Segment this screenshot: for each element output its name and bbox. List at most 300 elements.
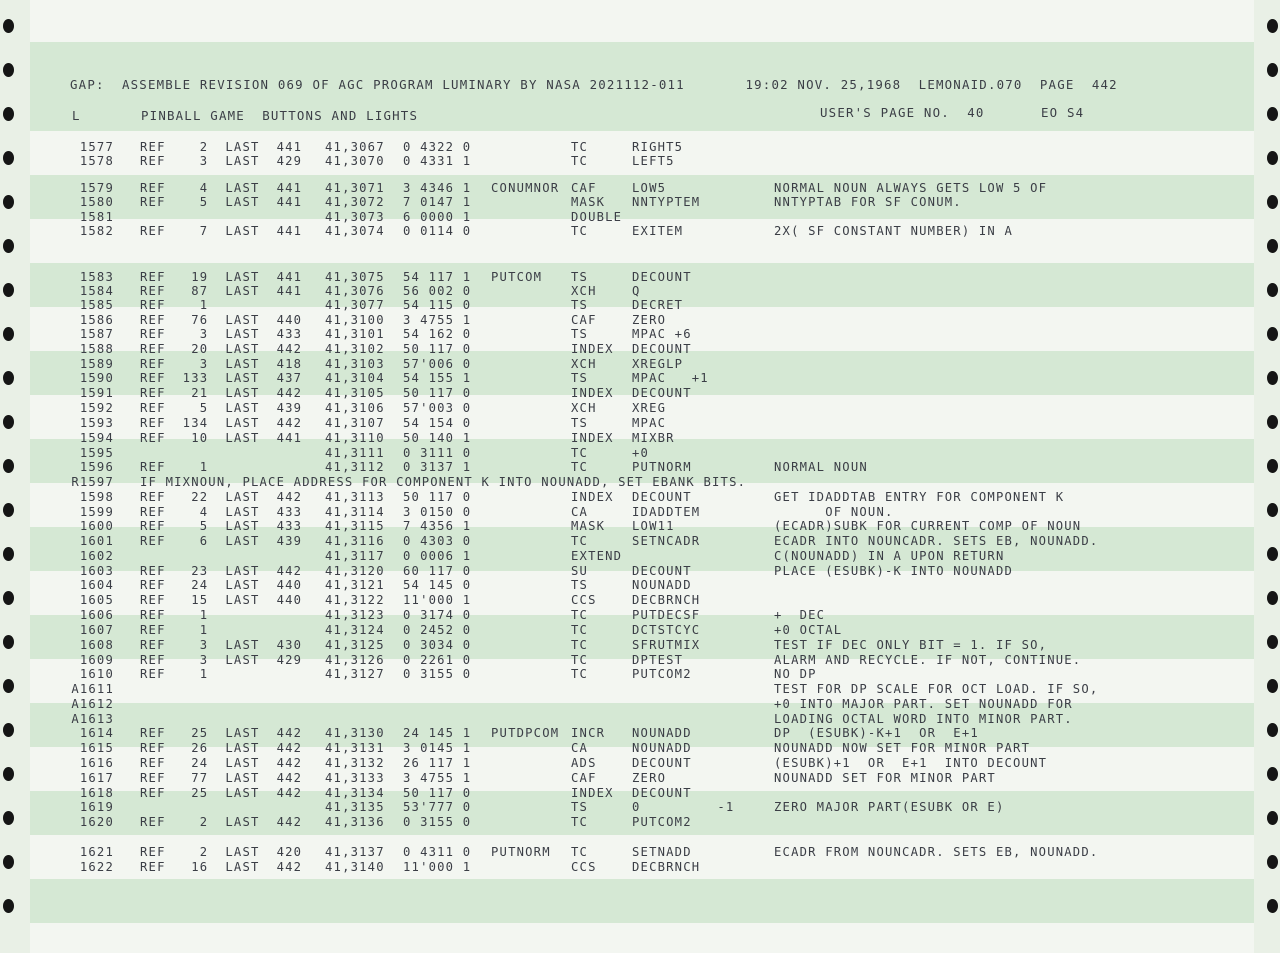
line-number: 1577 [79, 140, 114, 154]
ref-info: REF 1 [140, 460, 209, 474]
address: 41,3134 [325, 786, 385, 800]
address: 41,3136 [325, 815, 385, 829]
octal-code: 56 002 0 [403, 284, 472, 298]
address: 41,3110 [325, 431, 385, 445]
line-number: 1603 [79, 564, 114, 578]
opcode: SU [571, 564, 589, 578]
address: 41,3124 [325, 623, 385, 637]
octal-code: 11'000 1 [403, 860, 472, 874]
ref-info: REF 3 LAST 433 [140, 327, 303, 341]
ref-info: REF 19 LAST 441 [140, 270, 303, 284]
address: 41,3137 [325, 845, 385, 859]
operand: 0 -1 [632, 800, 735, 814]
octal-code: 54 115 0 [403, 298, 472, 312]
octal-code: 26 117 1 [403, 756, 472, 770]
line-number: 1591 [79, 386, 114, 400]
operand: DECOUNT [632, 386, 692, 400]
opcode: EXTEND [571, 549, 623, 563]
operand: SETNADD [632, 845, 692, 859]
operand: DECRET [632, 298, 684, 312]
operand: NOUNADD [632, 741, 692, 755]
line-number: 1602 [79, 549, 114, 563]
operand: PUTCOM2 [632, 667, 692, 681]
operand: MPAC +1 [632, 371, 709, 385]
address: 41,3120 [325, 564, 385, 578]
operand: NOUNADD [632, 726, 692, 740]
ref-info: REF 7 LAST 441 [140, 224, 303, 238]
octal-code: 54 145 0 [403, 578, 472, 592]
octal-code: 50 117 0 [403, 342, 472, 356]
column-marker: L [72, 108, 81, 123]
opcode: CAF [571, 313, 597, 327]
symbol-label: PUTCOM [491, 270, 543, 284]
ref-info: REF 3 LAST 430 [140, 638, 303, 652]
opcode: INDEX [571, 786, 614, 800]
sprocket-hole [1267, 195, 1278, 209]
operand: LEFT5 [632, 154, 675, 168]
opcode: TC [571, 534, 589, 548]
operand: MIXBR [632, 431, 675, 445]
comment: ALARM AND RECYCLE. IF NOT, CONTINUE. [774, 653, 1082, 667]
sprocket-hole [3, 19, 14, 33]
sprocket-hole [3, 635, 14, 649]
sprocket-hole [3, 459, 14, 473]
line-number: 1588 [79, 342, 114, 356]
operand: DCTSTCYC [632, 623, 701, 637]
section-title: PINBALL GAME BUTTONS AND LIGHTS [141, 108, 419, 123]
address: 41,3070 [325, 154, 385, 168]
sprocket-hole [1267, 63, 1278, 77]
address: 41,3135 [325, 800, 385, 814]
line-number: 1580 [79, 195, 114, 209]
comment: +0 OCTAL [774, 623, 843, 637]
octal-code: 6 0000 1 [403, 210, 472, 224]
sprocket-hole [1267, 327, 1278, 341]
opcode: INDEX [571, 431, 614, 445]
operand: DECOUNT [632, 342, 692, 356]
paper-band [30, 0, 1254, 42]
operand: IDADDTEM [632, 505, 701, 519]
address: 41,3123 [325, 608, 385, 622]
octal-code: 54 117 1 [403, 270, 472, 284]
operand: SETNCADR [632, 534, 701, 548]
sprocket-hole [3, 591, 14, 605]
sprocket-hole [3, 767, 14, 781]
ref-info: REF 76 LAST 440 [140, 313, 303, 327]
octal-code: 54 155 1 [403, 371, 472, 385]
sprocket-hole [3, 107, 14, 121]
opcode: TC [571, 460, 589, 474]
line-number: 1616 [79, 756, 114, 770]
opcode: TS [571, 298, 589, 312]
sprocket-hole [1267, 415, 1278, 429]
ref-info: REF 6 LAST 439 [140, 534, 303, 548]
operand: MPAC +6 [632, 327, 692, 341]
opcode: TS [571, 327, 589, 341]
opcode: CCS [571, 860, 597, 874]
ref-info: REF 24 LAST 440 [140, 578, 303, 592]
opcode: DOUBLE [571, 210, 623, 224]
sprocket-hole [3, 679, 14, 693]
octal-code: 3 4755 1 [403, 313, 472, 327]
line-number: R1597 [71, 475, 114, 489]
octal-code: 0 3137 1 [403, 460, 472, 474]
octal-code: 57'006 0 [403, 357, 472, 371]
octal-code: 3 0150 0 [403, 505, 472, 519]
octal-code: 0 3155 0 [403, 667, 472, 681]
comment: TEST FOR DP SCALE FOR OCT LOAD. IF SO, [774, 682, 1099, 696]
line-number: 1620 [79, 815, 114, 829]
sprocket-hole [1267, 591, 1278, 605]
ref-info: REF 2 LAST 442 [140, 815, 303, 829]
octal-code: 3 4755 1 [403, 771, 472, 785]
sprocket-hole [3, 503, 14, 517]
line-number: 1610 [79, 667, 114, 681]
ref-info: REF 134 LAST 442 [140, 416, 303, 430]
sprocket-hole [3, 811, 14, 825]
line-number: 1619 [79, 800, 114, 814]
address: 41,3114 [325, 505, 385, 519]
comment: NOUNADD SET FOR MINOR PART [774, 771, 996, 785]
sprocket-hole [3, 151, 14, 165]
octal-code: 0 2261 0 [403, 653, 472, 667]
ref-info: REF 26 LAST 442 [140, 741, 303, 755]
address: 41,3104 [325, 371, 385, 385]
opcode: TC [571, 446, 589, 460]
line-number: 1609 [79, 653, 114, 667]
line-number: 1578 [79, 154, 114, 168]
sprocket-hole [1267, 899, 1278, 913]
address: 41,3112 [325, 460, 385, 474]
operand: +0 [632, 446, 650, 460]
opcode: MASK [571, 519, 606, 533]
opcode: TS [571, 416, 589, 430]
operand: DECBRNCH [632, 860, 701, 874]
octal-code: 0 0114 0 [403, 224, 472, 238]
operand: EXITEM [632, 224, 684, 238]
ref-info: REF 5 LAST 439 [140, 401, 303, 415]
address: 41,3111 [325, 446, 385, 460]
comment: NORMAL NOUN ALWAYS GETS LOW 5 OF [774, 181, 1048, 195]
address: 41,3101 [325, 327, 385, 341]
opcode: TC [571, 845, 589, 859]
address: 41,3067 [325, 140, 385, 154]
octal-code: 50 117 0 [403, 786, 472, 800]
address: 41,3106 [325, 401, 385, 415]
address: 41,3122 [325, 593, 385, 607]
sprocket-hole [1267, 679, 1278, 693]
assembly-banner: GAP: ASSEMBLE REVISION 069 OF AGC PROGRAM LUMINARY BY NASA 2021112-011 19:02 NOV. 25,1968 LEMONAID.070 PAGE 442 [70, 77, 1118, 92]
opcode: CA [571, 741, 589, 755]
comment: NOUNADD NOW SET FOR MINOR PART [774, 741, 1031, 755]
sprocket-hole [1267, 459, 1278, 473]
symbol-label: CONUMNOR [491, 181, 560, 195]
line-number: 1622 [79, 860, 114, 874]
comment: ECADR FROM NOUNCADR. SETS EB, NOUNADD. [774, 845, 1099, 859]
opcode: CA [571, 505, 589, 519]
operand: LOW5 [632, 181, 667, 195]
line-number: 1583 [79, 270, 114, 284]
ref-info: REF 16 LAST 442 [140, 860, 303, 874]
operand: LOW11 [632, 519, 675, 533]
sprocket-hole [1267, 547, 1278, 561]
comment: LOADING OCTAL WORD INTO MINOR PART. [774, 712, 1073, 726]
sprocket-hole [3, 327, 14, 341]
line-number: 1600 [79, 519, 114, 533]
octal-code: 0 3155 0 [403, 815, 472, 829]
line-number: 1608 [79, 638, 114, 652]
line-number: 1582 [79, 224, 114, 238]
sprocket-hole [3, 195, 14, 209]
address: 41,3072 [325, 195, 385, 209]
sprocket-hole [1267, 283, 1278, 297]
octal-code: 7 0147 1 [403, 195, 472, 209]
opcode: XCH [571, 357, 597, 371]
opcode: INDEX [571, 342, 614, 356]
line-number: 1607 [79, 623, 114, 637]
operand: PUTNORM [632, 460, 692, 474]
operand: SFRUTMIX [632, 638, 701, 652]
operand: DECOUNT [632, 756, 692, 770]
address: 41,3131 [325, 741, 385, 755]
opcode: TS [571, 800, 589, 814]
octal-code: 0 4322 0 [403, 140, 472, 154]
opcode: TS [571, 371, 589, 385]
ref-info: REF 5 LAST 433 [140, 519, 303, 533]
ref-info: REF 15 LAST 440 [140, 593, 303, 607]
comment: ZERO MAJOR PART(ESUBK OR E) [774, 800, 1005, 814]
sprocket-hole [1267, 151, 1278, 165]
opcode: TC [571, 224, 589, 238]
line-number: 1585 [79, 298, 114, 312]
address: 41,3102 [325, 342, 385, 356]
octal-code: 50 117 0 [403, 490, 472, 504]
opcode: TC [571, 815, 589, 829]
line-number: 1595 [79, 446, 114, 460]
ref-info: REF 20 LAST 442 [140, 342, 303, 356]
comment: PLACE (ESUBK)-K INTO NOUNADD [774, 564, 1014, 578]
operand: DECOUNT [632, 490, 692, 504]
sprocket-hole [3, 855, 14, 869]
octal-code: 11'000 1 [403, 593, 472, 607]
remark-line: IF MIXNOUN, PLACE ADDRESS FOR COMPONENT K INTO NOUNADD, SET EBANK BITS. [140, 475, 747, 489]
ref-info: REF 22 LAST 442 [140, 490, 303, 504]
comment: C(NOUNADD) IN A UPON RETURN [774, 549, 1005, 563]
address: 41,3133 [325, 771, 385, 785]
line-number: 1618 [79, 786, 114, 800]
octal-code: 0 0006 1 [403, 549, 472, 563]
comment: NORMAL NOUN [774, 460, 868, 474]
opcode: MASK [571, 195, 606, 209]
operand: MPAC [632, 416, 667, 430]
operand: DECOUNT [632, 270, 692, 284]
line-number: 1614 [79, 726, 114, 740]
address: 41,3117 [325, 549, 385, 563]
comment: NO DP [774, 667, 817, 681]
comment: (ESUBK)+1 OR E+1 INTO DECOUNT [774, 756, 1048, 770]
address: 41,3140 [325, 860, 385, 874]
line-number: 1617 [79, 771, 114, 785]
comment: GET IDADDTAB ENTRY FOR COMPONENT K [774, 490, 1065, 504]
operand: DECOUNT [632, 564, 692, 578]
sprocket-hole [3, 283, 14, 297]
ref-info: REF 2 LAST 441 [140, 140, 303, 154]
sprocket-hole [3, 371, 14, 385]
symbol-label: PUTNORM [491, 845, 551, 859]
comment: +0 INTO MAJOR PART. SET NOUNADD FOR [774, 697, 1073, 711]
address: 41,3076 [325, 284, 385, 298]
line-number: 1621 [79, 845, 114, 859]
octal-code: 57'003 0 [403, 401, 472, 415]
ref-info: REF 1 [140, 667, 209, 681]
operand: Q [632, 284, 641, 298]
ref-info: REF 24 LAST 442 [140, 756, 303, 770]
ref-info: REF 133 LAST 437 [140, 371, 303, 385]
address: 41,3125 [325, 638, 385, 652]
opcode: TS [571, 578, 589, 592]
line-number: 1579 [79, 181, 114, 195]
address: 41,3130 [325, 726, 385, 740]
address: 41,3107 [325, 416, 385, 430]
octal-code: 0 3034 0 [403, 638, 472, 652]
octal-code: 53'777 0 [403, 800, 472, 814]
opcode: XCH [571, 284, 597, 298]
opcode: ADS [571, 756, 597, 770]
comment: ECADR INTO NOUNCADR. SETS EB, NOUNADD. [774, 534, 1099, 548]
ref-info: REF 5 LAST 441 [140, 195, 303, 209]
operand: DECOUNT [632, 786, 692, 800]
eo-marker: EO S4 [1041, 105, 1085, 120]
octal-code: 0 4303 0 [403, 534, 472, 548]
paper-band [30, 923, 1254, 953]
ref-info: REF 4 LAST 433 [140, 505, 303, 519]
ref-info: REF 77 LAST 442 [140, 771, 303, 785]
line-number: 1601 [79, 534, 114, 548]
octal-code: 3 4346 1 [403, 181, 472, 195]
address: 41,3100 [325, 313, 385, 327]
ref-info: REF 1 [140, 608, 209, 622]
operand: ZERO [632, 313, 667, 327]
opcode: XCH [571, 401, 597, 415]
operand: PUTCOM2 [632, 815, 692, 829]
opcode: TC [571, 608, 589, 622]
opcode: INCR [571, 726, 606, 740]
line-number: 1589 [79, 357, 114, 371]
address: 41,3115 [325, 519, 385, 533]
address: 41,3127 [325, 667, 385, 681]
address: 41,3071 [325, 181, 385, 195]
opcode: INDEX [571, 490, 614, 504]
ref-info: REF 3 LAST 429 [140, 653, 303, 667]
ref-info: REF 25 LAST 442 [140, 726, 303, 740]
line-number: 1598 [79, 490, 114, 504]
address: 41,3121 [325, 578, 385, 592]
comment: OF NOUN. [774, 505, 894, 519]
sprocket-hole [1267, 503, 1278, 517]
symbol-label: PUTDPCOM [491, 726, 560, 740]
opcode: CAF [571, 771, 597, 785]
line-number: 1599 [79, 505, 114, 519]
line-number: A1613 [71, 712, 114, 726]
sprocket-hole [1267, 371, 1278, 385]
sprocket-hole [3, 63, 14, 77]
paper-band [30, 879, 1254, 923]
line-number: 1594 [79, 431, 114, 445]
line-number: A1612 [71, 697, 114, 711]
line-number: 1615 [79, 741, 114, 755]
operand: DECBRNCH [632, 593, 701, 607]
sprocket-hole [3, 547, 14, 561]
line-number: 1586 [79, 313, 114, 327]
address: 41,3113 [325, 490, 385, 504]
line-number: 1605 [79, 593, 114, 607]
sprocket-hole [1267, 19, 1278, 33]
opcode: TC [571, 667, 589, 681]
octal-code: 3 0145 1 [403, 741, 472, 755]
address: 41,3073 [325, 210, 385, 224]
comment: NNTYPTAB FOR SF CONUM. [774, 195, 962, 209]
line-number: A1611 [71, 682, 114, 696]
address: 41,3074 [325, 224, 385, 238]
ref-info: REF 2 LAST 420 [140, 845, 303, 859]
comment: TEST IF DEC ONLY BIT = 1. IF SO, [774, 638, 1048, 652]
line-number: 1584 [79, 284, 114, 298]
operand: DPTEST [632, 653, 684, 667]
line-number: 1587 [79, 327, 114, 341]
octal-code: 50 140 1 [403, 431, 472, 445]
address: 41,3105 [325, 386, 385, 400]
opcode: INDEX [571, 386, 614, 400]
octal-code: 0 3174 0 [403, 608, 472, 622]
opcode: TC [571, 140, 589, 154]
operand: XREG [632, 401, 667, 415]
octal-code: 54 162 0 [403, 327, 472, 341]
opcode: TC [571, 154, 589, 168]
line-number: 1593 [79, 416, 114, 430]
ref-info: REF 23 LAST 442 [140, 564, 303, 578]
octal-code: 0 4311 0 [403, 845, 472, 859]
users-page-number: USER'S PAGE NO. 40 [820, 105, 985, 120]
ref-info: REF 3 LAST 429 [140, 154, 303, 168]
sprocket-hole [1267, 107, 1278, 121]
ref-info: REF 87 LAST 441 [140, 284, 303, 298]
opcode: TS [571, 270, 589, 284]
operand: XREGLP [632, 357, 684, 371]
sprocket-hole [3, 239, 14, 253]
operand: RIGHT5 [632, 140, 684, 154]
sprocket-hole [1267, 239, 1278, 253]
line-number: 1581 [79, 210, 114, 224]
operand: PUTDECSF [632, 608, 701, 622]
sprocket-hole [3, 415, 14, 429]
address: 41,3132 [325, 756, 385, 770]
address: 41,3075 [325, 270, 385, 284]
line-number: 1590 [79, 371, 114, 385]
sprocket-hole [3, 899, 14, 913]
line-number: 1596 [79, 460, 114, 474]
line-number: 1606 [79, 608, 114, 622]
sprocket-hole [3, 723, 14, 737]
ref-info: REF 1 [140, 623, 209, 637]
octal-code: 0 3111 0 [403, 446, 472, 460]
line-number: 1604 [79, 578, 114, 592]
opcode: TC [571, 638, 589, 652]
operand: NOUNADD [632, 578, 692, 592]
sprocket-hole [1267, 635, 1278, 649]
address: 41,3103 [325, 357, 385, 371]
operand: NNTYPTEM [632, 195, 701, 209]
octal-code: 7 4356 1 [403, 519, 472, 533]
